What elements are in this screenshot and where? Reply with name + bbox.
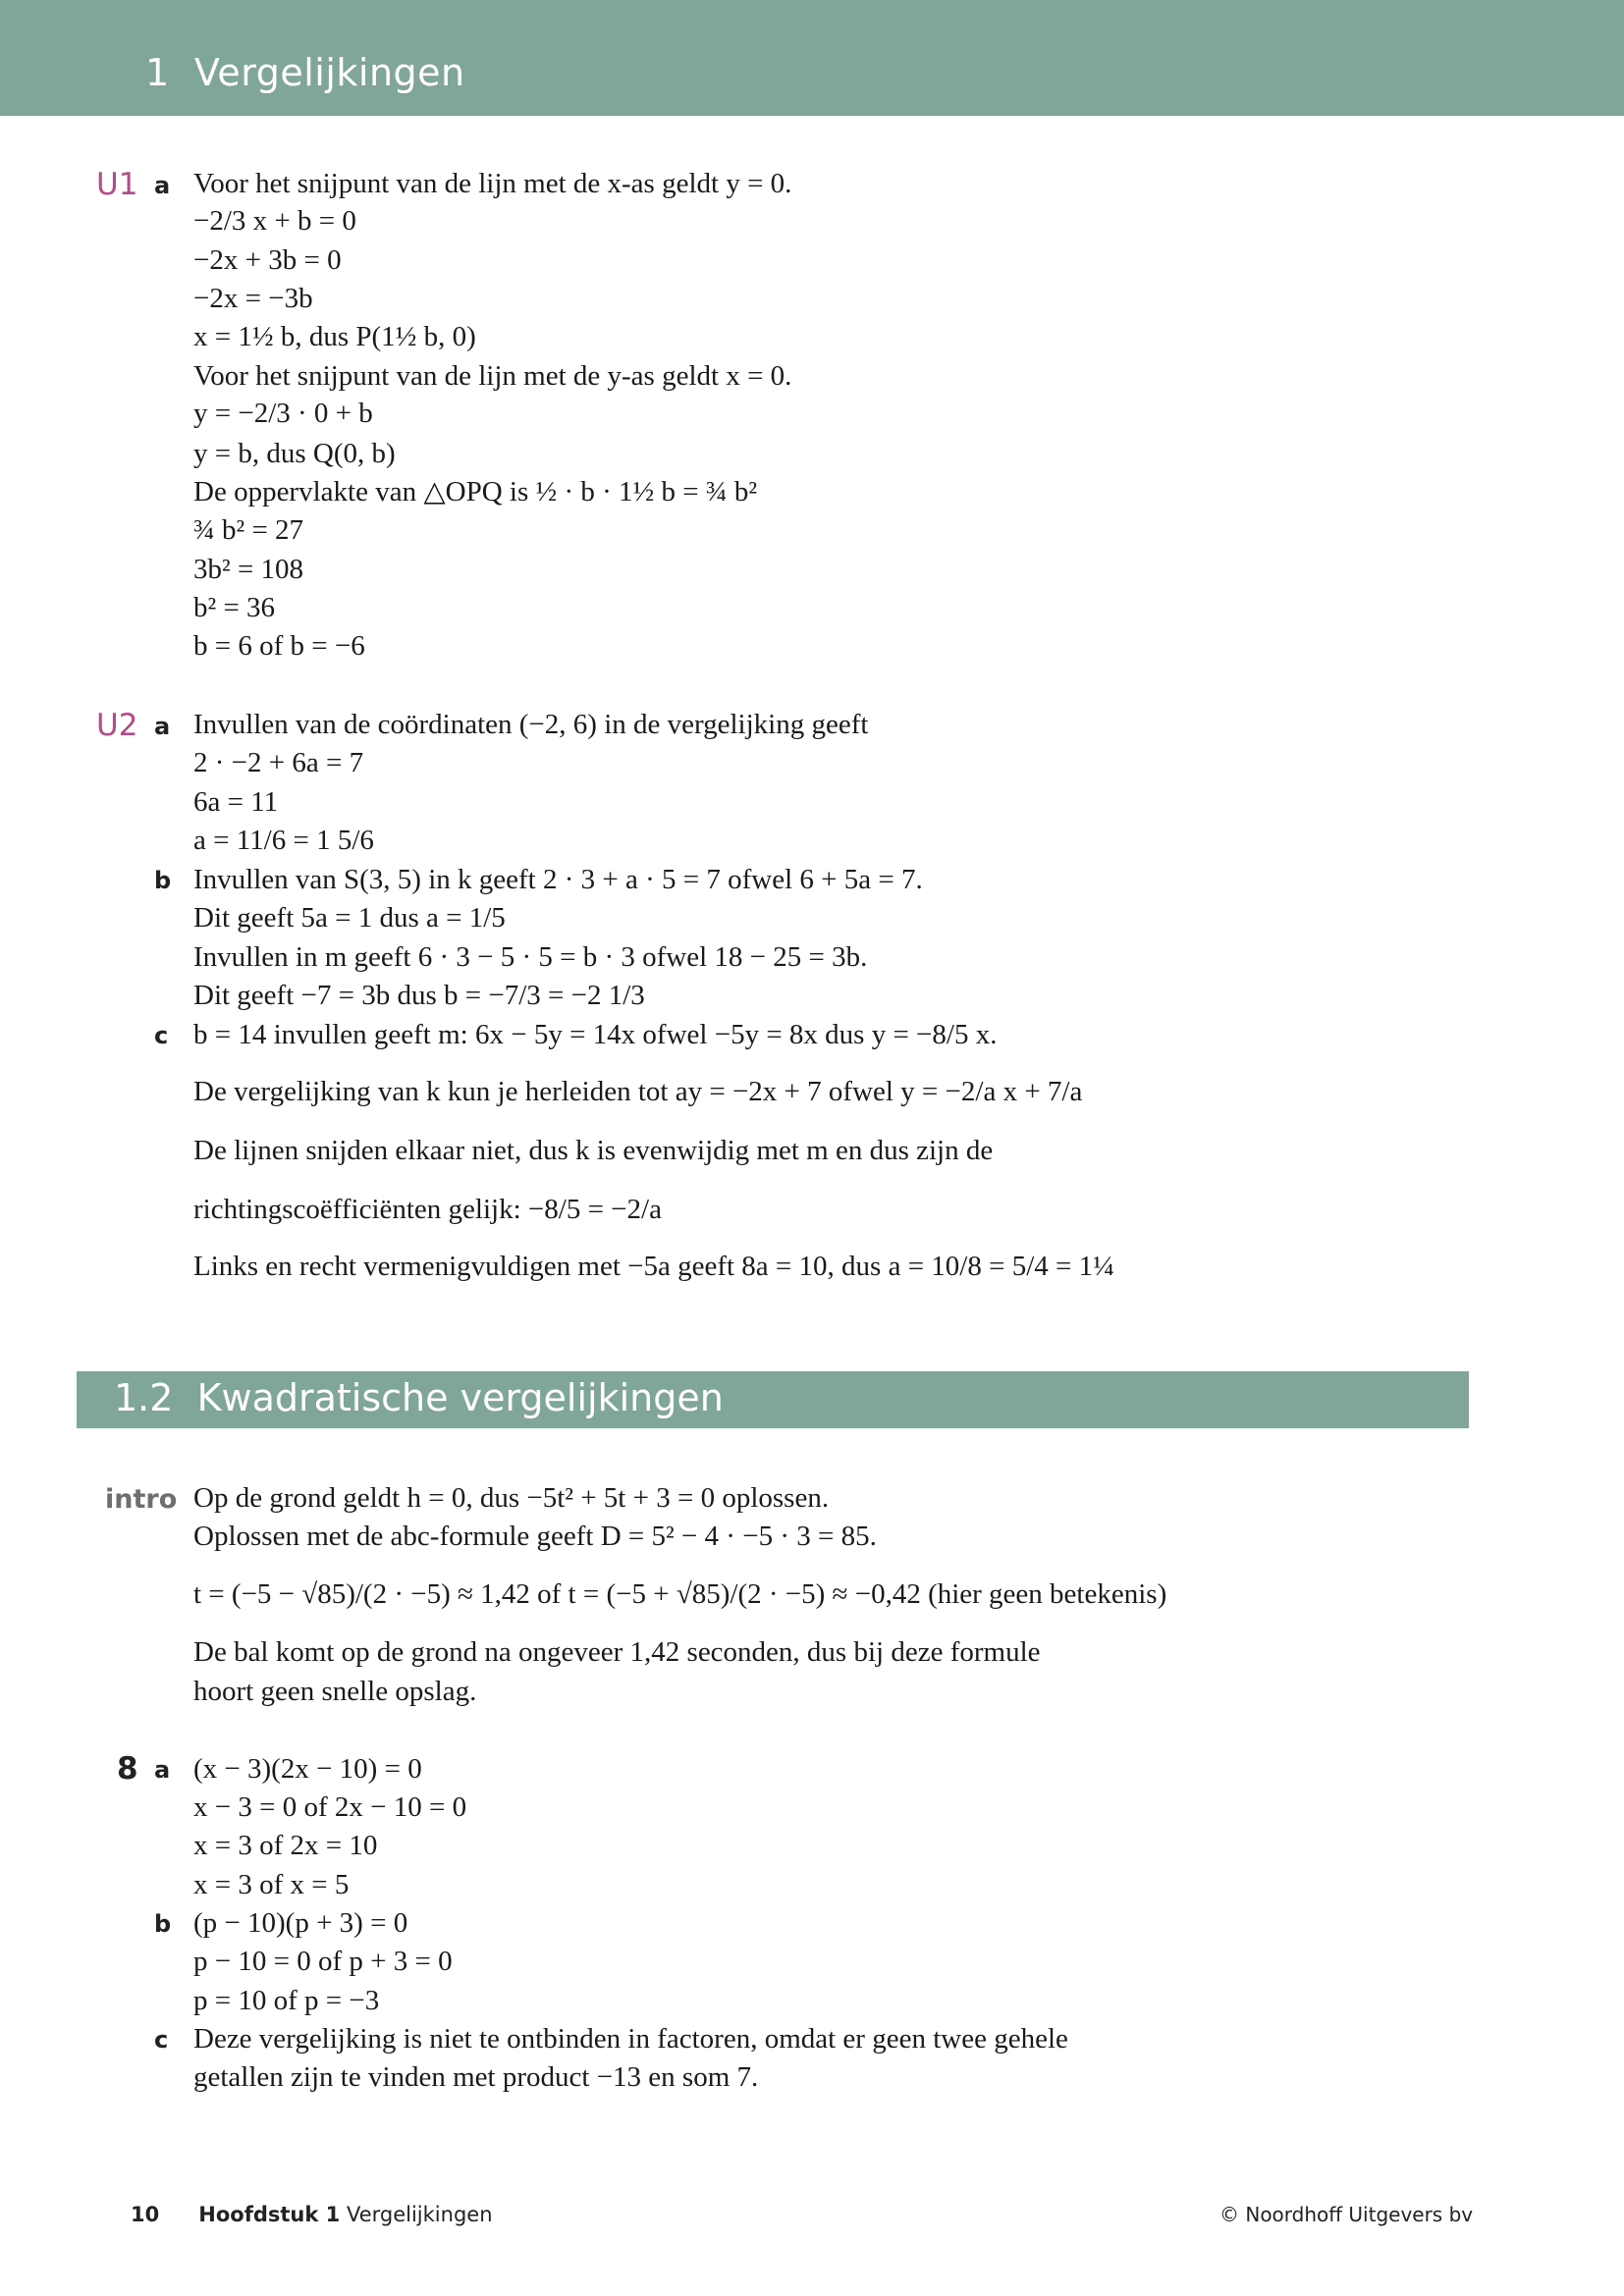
math-line: p − 10 = 0 of p + 3 = 0 <box>193 1946 453 1977</box>
math-line: 6a = 11 <box>193 786 279 818</box>
section-title: 1.2 Kwadratische vergelijkingen <box>114 1376 724 1419</box>
math-line: ¾ b² = 27 <box>193 514 304 546</box>
footer-left <box>131 2203 493 2226</box>
text-line: Deze vergelijking is niet te ontbinden in factoren, omdat er geen twee gehele <box>193 2023 1068 2055</box>
footer-chapter-name: Vergelijkingen <box>346 2203 493 2226</box>
math-line: Dit geeft 5a = 1 dus a = 1/5 <box>193 902 506 934</box>
text-line: Invullen van S(3, 5) in k geeft 2 · 3 + a · 5 = 7 ofwel 6 + 5a = 7. <box>193 864 923 895</box>
text-line: Invullen in m geeft 6 · 3 − 5 · 5 = b · 3 ofwel 18 − 25 = 3b. <box>193 941 868 973</box>
math-line: (x − 3)(2x − 10) = 0 <box>193 1753 422 1785</box>
text-line: getallen zijn te vinden met product −13 en som 7. <box>193 2061 759 2093</box>
page-number: 10 <box>131 2203 160 2226</box>
exercise-label-u1: U1 <box>96 167 138 202</box>
math-line: t = (−5 − √85)/(2 · −5) ≈ 1,42 of t = (−5 + √85)/(2 · −5) ≈ −0,42 (hier geen betekenis) <box>193 1578 1167 1610</box>
math-line: x = 3 of 2x = 10 <box>193 1830 378 1861</box>
subpart-label: b <box>154 1910 172 1938</box>
text-line: Op de grond geldt h = 0, dus −5t² + 5t + 3 = 0 oplossen. <box>193 1482 830 1514</box>
subpart-label: c <box>154 2026 169 2054</box>
text-line: De bal komt op de grond na ongeveer 1,42 seconden, dus bij deze formule <box>193 1636 1041 1668</box>
subpart-label: b <box>154 867 172 894</box>
math-line: (p − 10)(p + 3) = 0 <box>193 1907 408 1939</box>
subpart-label: c <box>154 1022 169 1049</box>
text-line: Voor het snijpunt van de lijn met de x-as geldt y = 0. <box>193 168 792 199</box>
math-line: 3b² = 108 <box>193 554 304 585</box>
math-line: p = 10 of p = −3 <box>193 1985 380 2016</box>
text-line: hoort geen snelle opslag. <box>193 1676 477 1707</box>
text-line: Voor het snijpunt van de lijn met de y-as geldt x = 0. <box>193 360 792 392</box>
subpart-label: a <box>154 1756 171 1784</box>
math-line: x = 3 of x = 5 <box>193 1869 350 1900</box>
math-line: y = b, dus Q(0, b) <box>193 438 396 469</box>
math-line: −2x = −3b <box>193 283 313 314</box>
math-line: x = 1½ b, dus P(1½ b, 0) <box>193 321 476 352</box>
math-line: b = 14 invullen geeft m: 6x − 5y = 14x ofwel −5y = 8x dus y = −8/5 x. <box>193 1019 998 1050</box>
exercise-label-u2: U2 <box>96 708 138 743</box>
math-line: De vergelijking van k kun je herleiden tot ay = −2x + 7 ofwel y = −2/a x + 7/a <box>193 1076 1083 1107</box>
footer-copyright: © Noordhoff Uitgevers bv <box>1219 2203 1474 2226</box>
footer-chapter: Hoofdstuk 1 <box>198 2203 341 2226</box>
math-line: y = −2/3 · 0 + b <box>193 398 373 429</box>
text-line: Invullen van de coördinaten (−2, 6) in de vergelijking geeft <box>193 709 869 740</box>
math-line: −2/3 x + b = 0 <box>193 205 356 237</box>
intro-label: intro <box>105 1484 178 1515</box>
subpart-label: a <box>154 713 171 740</box>
math-line: De oppervlakte van △OPQ is ½ · b · 1½ b = ¾ b² <box>193 476 758 507</box>
math-line: Links en recht vermenigvuldigen met −5a geeft 8a = 10, dus a = 10/8 = 5/4 = 1¼ <box>193 1251 1114 1282</box>
chapter-title: 1 Vergelijkingen <box>145 51 465 94</box>
math-line: 2 · −2 + 6a = 7 <box>193 747 364 778</box>
math-line: Dit geeft −7 = 3b dus b = −7/3 = −2 1/3 <box>193 980 645 1011</box>
math-line: richtingscoëfficiënten gelijk: −8/5 = −2/a <box>193 1194 662 1225</box>
math-line: b² = 36 <box>193 592 276 623</box>
math-line: −2x + 3b = 0 <box>193 244 342 276</box>
text-line: Oplossen met de abc-formule geeft D = 5² − 4 · −5 · 3 = 85. <box>193 1521 877 1552</box>
subpart-label: a <box>154 172 171 199</box>
text-line: De lijnen snijden elkaar niet, dus k is evenwijdig met m en dus zijn de <box>193 1135 994 1166</box>
exercise-label-8: 8 <box>117 1751 138 1787</box>
math-line: x − 3 = 0 of 2x − 10 = 0 <box>193 1791 467 1823</box>
math-line: a = 11/6 = 1 5/6 <box>193 825 374 856</box>
math-line: b = 6 of b = −6 <box>193 630 365 662</box>
